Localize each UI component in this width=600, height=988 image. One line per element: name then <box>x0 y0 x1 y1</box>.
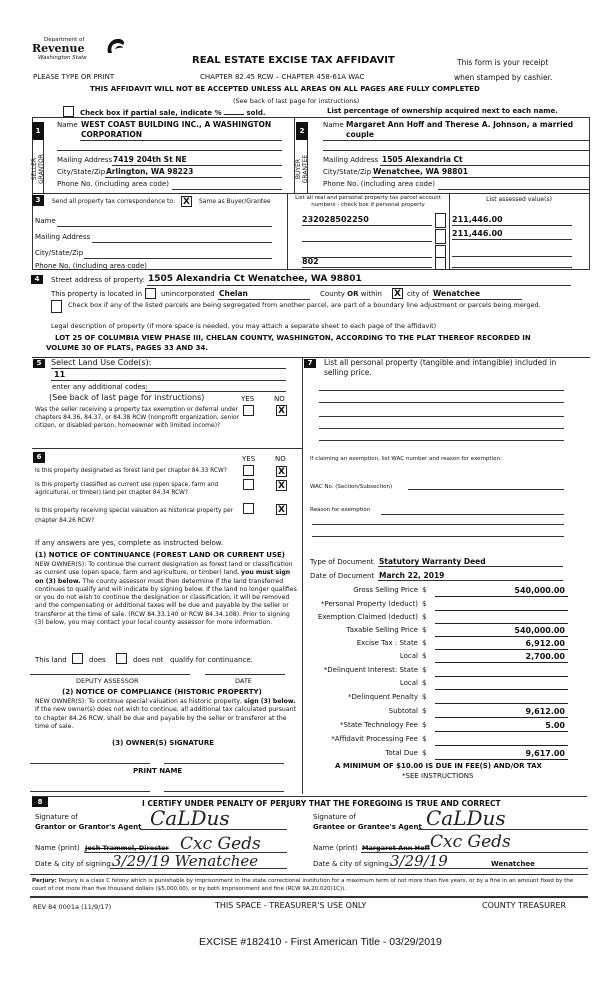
section6-no-header: NO <box>275 455 286 463</box>
forest-no-checkbox[interactable]: X <box>276 466 287 477</box>
historic-question: Is this property receiving special valuation as historical property per chapter 84.26 RCW? <box>35 508 233 524</box>
currency-symbol: $ <box>422 586 427 594</box>
section8-top <box>32 796 587 797</box>
dor-logo <box>32 37 132 65</box>
buyer-mailing-underline <box>380 165 589 166</box>
corr-name-label: Name <box>35 217 56 225</box>
ownership-pct-note: List percentage of ownership acquired next to each name. <box>327 107 558 115</box>
financial-label: *Affidavit Processing Fee <box>331 735 418 743</box>
financial-value[interactable]: 2,700.00 <box>435 652 568 663</box>
logo-line1: Department of <box>44 37 85 43</box>
unincorporated-checkbox[interactable] <box>145 288 156 299</box>
assessed-row[interactable]: 211,446.00 <box>452 215 572 226</box>
logo-line2: Revenue <box>32 42 85 55</box>
revenue-swoosh-icon <box>104 37 126 55</box>
grantor-sig-label: Signature of Grantor or Grantor's Agent <box>35 813 142 831</box>
wac-label: WAC No. (Section/Subsection) <box>310 484 393 490</box>
seller-city-value[interactable]: Arlington, WA 98223 <box>106 167 194 176</box>
city-checkbox[interactable]: X <box>392 288 403 299</box>
land-use-underline <box>51 368 286 369</box>
seller-mailing-value[interactable]: 7419 204th St NE <box>113 155 187 164</box>
financial-row <box>305 735 590 747</box>
buyer-city-underline <box>372 177 589 178</box>
currency-symbol: $ <box>422 735 427 743</box>
county-treasurer-label: COUNTY TREASURER <box>482 901 567 910</box>
corr-city-field[interactable] <box>84 258 272 259</box>
perjury-bottom-line <box>30 896 588 898</box>
corr-name-field[interactable] <box>57 226 272 227</box>
financial-value[interactable] <box>435 600 568 611</box>
buyer-mailing-value[interactable]: 1505 Alexandria Ct <box>382 155 463 164</box>
type-or-print: PLEASE TYPE OR PRINT <box>33 73 115 81</box>
forest-land-question: Is this property designated as forest land per chapter 84.33 RCW? <box>35 468 227 474</box>
segregated-checkbox[interactable] <box>51 300 62 313</box>
section-5-number: 5 <box>33 359 45 368</box>
financial-row <box>305 586 590 598</box>
section-7-number: 7 <box>304 359 316 368</box>
does-qualify-checkbox[interactable] <box>72 653 83 664</box>
financial-row <box>305 679 590 691</box>
print-name-line-1[interactable] <box>30 791 150 792</box>
does-label: does <box>89 656 106 664</box>
city-underline <box>432 299 522 300</box>
buyer-name-line2[interactable]: couple <box>346 130 374 139</box>
personal-property-line[interactable] <box>319 428 564 429</box>
financial-label: Excise Tax : State <box>356 639 418 647</box>
seller-name-underline2 <box>57 150 282 151</box>
grantor-name-signature[interactable]: Cxc Geds <box>180 834 261 854</box>
additional-codes-label: enter any additional codes: <box>52 383 148 391</box>
see-back-instructions: (See back of last page for instructions) <box>49 393 205 402</box>
seller-mailing-underline <box>112 165 282 166</box>
financial-row <box>305 749 590 761</box>
grantor-date-line <box>110 868 287 869</box>
currency-symbol: $ <box>422 626 427 634</box>
financial-label: *State Technology Fee <box>340 721 418 729</box>
partial-sale-label <box>80 107 266 117</box>
minimum-due-note: A MINIMUM OF $10.00 IS DUE IN FEE(S) AND/OR TAX <box>335 762 542 770</box>
reason-field[interactable] <box>381 514 564 515</box>
owner-signature-line-1[interactable] <box>30 763 150 764</box>
reason-field-3[interactable] <box>312 536 564 537</box>
financial-value[interactable] <box>435 613 568 624</box>
grantee-sig-label: Signature of Grantee or Grantee's Agent <box>313 813 422 831</box>
county-value[interactable]: Chelan <box>219 289 248 298</box>
seller-phone-label: Phone No. (including area code) <box>57 180 170 188</box>
financial-label: Taxable Selling Price <box>346 626 418 634</box>
grantee-sig-line <box>418 829 588 830</box>
personal-property-line[interactable] <box>319 390 564 391</box>
financial-label: *Delinquent Interest: State <box>323 666 418 674</box>
grantee-city-value[interactable]: Wenatchee <box>491 860 535 868</box>
exemption-yes-checkbox[interactable] <box>243 405 254 416</box>
personal-property-checkbox[interactable] <box>435 229 446 244</box>
currency-symbol: $ <box>422 652 427 660</box>
reason-field-2[interactable] <box>312 524 564 525</box>
same-as-grantee-checkbox[interactable]: X <box>181 196 192 207</box>
doc-date-value[interactable]: March 22, 2019 <box>379 571 445 580</box>
notice1-body: NEW OWNER(S): To continue the current designation as forest land or classification as current use (open space, farm and agriculture, or timber) land, you must sign on (3) below. The county assessor must then determine if the land transferred continues to qualify and will indicate by signing below. If the land no longer qualifies or you do not wish to continue the designation or classification, it will be removed and the compensating or additional taxes will be due and payable by the seller or transferor at the time of sale. (RCW 84.33.140 or RCW 84.34.108). Prior to signing (3) below, you may contact your local county assessor for more information. <box>35 561 297 627</box>
financial-row <box>305 652 590 664</box>
currency-symbol: $ <box>422 749 427 757</box>
section6-yes-header: YES <box>242 455 256 463</box>
section-6-number: 6 <box>33 452 45 463</box>
seller-mailing-label: Mailing Address <box>57 156 113 164</box>
acceptance-warning: THIS AFFIDAVIT WILL NOT BE ACCEPTED UNLESS ALL AREAS ON ALL PAGES ARE FULLY COMPLETED <box>90 85 480 93</box>
grantee-signature[interactable]: CaLDus <box>426 806 506 830</box>
exemption-claim-label: If claiming an exemption, list WAC number and reason for exemption: <box>310 456 502 462</box>
perjury-top-line <box>30 874 588 875</box>
buyer-phone-field[interactable] <box>438 189 589 190</box>
sold-label: sold. <box>246 109 266 117</box>
print-name-label: PRINT NAME <box>133 767 183 775</box>
located-in-label: This property is located in <box>51 290 143 298</box>
does-not-label: does not <box>133 656 164 664</box>
assessed-divider <box>449 194 450 270</box>
seller-city-label: City/State/Zip <box>57 168 106 176</box>
form-number: REV 84 0001a (11/9/17) <box>33 903 112 911</box>
corr-city-label: City/State/Zip <box>35 249 84 257</box>
financial-value[interactable]: 9,612.00 <box>435 707 568 718</box>
seller-city-underline <box>105 177 282 178</box>
financial-label: Gross Selling Price <box>353 586 418 594</box>
buyer-name-underline2 <box>323 150 589 151</box>
buyer-phone-label: Phone No. (including area code) <box>323 180 436 188</box>
historic-no-checkbox[interactable]: X <box>276 504 287 515</box>
deputy-assessor-label: DEPUTY ASSESSOR <box>76 677 139 685</box>
logo-line3: Washington State <box>38 55 87 61</box>
seller-label: SELLER GRANTOR <box>31 154 45 184</box>
street-underline <box>147 285 571 286</box>
legal-description-line1[interactable]: LOT 25 OF COLUMBIA VIEW PHASE III, CHELAN COUNTY, WASHINGTON, ACCORDING TO THE PLAT THEREOF RECORDED IN <box>55 334 531 342</box>
grantee-name-value[interactable]: Margaret Ann Hoff <box>362 844 430 852</box>
buyer-mailing-label: Mailing Address <box>323 156 379 164</box>
section-4-number: 4 <box>31 275 43 284</box>
qualify-label: qualify for continuance. <box>170 656 253 664</box>
treasurer-use-label: THIS SPACE - TREASURER'S USE ONLY <box>215 901 367 910</box>
notice2-body: NEW OWNER(S): To continue special valuation as historic property, sign (3) below. If the new owner(s) does not wish to continue, all additional tax calculated pursuant to chapter 84.26 RCW, shall be due and payable by the seller or transferor at the time of sale. <box>35 698 296 730</box>
owner-signature-title: (3) OWNER(S) SIGNATURE <box>112 739 215 747</box>
partial-sale-checkbox[interactable] <box>63 106 74 117</box>
financial-value[interactable]: 540,000.00 <box>435 586 568 597</box>
financial-value[interactable] <box>435 679 568 690</box>
currency-symbol: $ <box>422 600 427 608</box>
assessed-row[interactable]: 211,446.00 <box>452 229 572 240</box>
currency-symbol: $ <box>422 721 427 729</box>
this-land-label: This land <box>35 656 67 664</box>
currency-symbol: $ <box>422 613 427 621</box>
land-use-code-underline <box>51 380 286 381</box>
grantee-name-label: Name (print) <box>313 844 358 852</box>
financial-row <box>305 693 590 705</box>
currency-symbol: $ <box>422 693 427 701</box>
buyer-name-underline <box>323 140 589 141</box>
does-not-qualify-checkbox[interactable] <box>116 653 127 664</box>
financial-row <box>305 639 590 651</box>
street-address-value[interactable]: 1505 Alexandria Ct Wenatchee, WA 98801 <box>148 274 362 284</box>
buyer-side-label <box>296 140 308 194</box>
corr-phone-field[interactable] <box>150 269 272 270</box>
doc-date-label: Date of Document <box>310 572 375 580</box>
unincorporated-label: unincorporated <box>161 290 215 298</box>
personal-property-line[interactable] <box>319 416 564 417</box>
land-use-label: Select Land Use Code(s): <box>51 358 152 367</box>
buyer-label: BUYER GRANTEE <box>295 154 309 184</box>
financial-row <box>305 666 590 678</box>
financial-label: Exemption Claimed (deduct) <box>317 613 418 621</box>
receipt-line2: when stamped by cashier. <box>454 73 553 82</box>
same-as-grantee-label: Same as Buyer/Grantee <box>199 198 271 205</box>
currency-symbol: $ <box>422 639 427 647</box>
street-address-label: Street address of property: <box>51 276 146 284</box>
section-3-number: 3 <box>32 195 44 206</box>
assessed-row[interactable] <box>452 246 572 257</box>
grantee-name-signature[interactable]: Cxc Geds <box>430 832 511 852</box>
excise-stamp: EXCISE #182410 - First American Title - 03/29/2019 <box>199 936 442 948</box>
financial-value[interactable]: 9,617.00 <box>435 749 568 760</box>
corr-phone-label: Phone No. (including area code) <box>35 262 148 270</box>
buyer-city-label: City/State/Zip <box>323 168 372 176</box>
assessor-date-label: DATE <box>235 677 252 685</box>
financial-label: Subtotal <box>388 707 418 715</box>
if-yes-instructions: If any answers are yes, complete as instructed below. <box>35 539 224 547</box>
financial-value[interactable]: 5.00 <box>435 721 568 732</box>
doc-type-value[interactable]: Statutory Warranty Deed <box>379 557 486 566</box>
land-use-code[interactable]: 11 <box>54 370 66 379</box>
personal-property-line[interactable] <box>319 440 564 441</box>
financial-label: Total Due <box>385 749 418 757</box>
financial-row <box>305 707 590 719</box>
grantor-date-value[interactable]: 3/29/19 Wenatchee <box>112 852 259 870</box>
perjury-notice: Perjury: Perjury is a class C felony which is punishable by imprisonment in the state correctional institution for a maximum term of not more than five years, or by a fine in an amount fixed by the court of not more than five thousand dollars ($5,000.00), or by both imprisonment and fine (RCW 9A.20.020(1C)). <box>32 878 574 892</box>
grantor-sig-line <box>140 829 287 830</box>
exemption-question: Was the seller receiving a property tax exemption or deferral under chapters 84.36, 84.37, or 84.38 RCW (nonprofit organization, senior citizen, or disabled person, homeowner with limited income)? <box>35 406 240 429</box>
county-or-within-label: County OR within <box>320 290 382 298</box>
personal-property-checkbox[interactable] <box>435 213 446 228</box>
parcel-row[interactable]: 232028502250 <box>302 215 432 226</box>
notice1-title: (1) NOTICE OF CONTINUANCE (FOREST LAND OR CURRENT USE) <box>35 551 285 559</box>
buyer-name-label: Name <box>323 121 344 129</box>
assessed-row[interactable] <box>452 257 572 268</box>
financial-label: Local <box>399 652 418 660</box>
grantor-name-value[interactable]: Josh Trammel, Director <box>85 844 169 852</box>
personal-property-checkbox[interactable] <box>435 257 446 270</box>
current-use-no-checkbox[interactable]: X <box>276 480 287 491</box>
partial-sale-text: Check box if partial sale, indicate % <box>80 109 222 117</box>
receipt-line1: This form is your receipt <box>457 58 549 67</box>
section5-no-header: NO <box>274 395 285 403</box>
corr-mailing-field[interactable] <box>92 242 272 243</box>
partial-pct-field[interactable] <box>224 107 244 115</box>
forest-yes-checkbox[interactable] <box>243 465 254 476</box>
parcel-row[interactable] <box>302 231 432 242</box>
grantor-signature[interactable]: CaLDus <box>150 806 230 830</box>
section-8-number: 8 <box>32 797 48 807</box>
seller-name-underline <box>80 140 282 141</box>
currency-symbol: $ <box>422 679 427 687</box>
reason-label: Reason for exemption <box>310 507 371 513</box>
legal-description-label: Legal description of property (if more space is needed, you may attach a separate sheet to each page of the affidavit) <box>51 322 437 330</box>
city-value[interactable]: Wenatchee <box>433 289 481 298</box>
section-1-number: 1 <box>32 122 44 140</box>
send-correspondence-label: Send all property tax correspondence to: <box>52 198 176 205</box>
financial-value[interactable]: 540,000.00 <box>435 626 568 637</box>
financial-label: *Delinquent Penalty <box>348 693 418 701</box>
city-of-label: city of <box>407 290 429 298</box>
instructions-note: (See back of last page for instructions) <box>233 97 360 105</box>
seller-name-label: Name <box>57 121 78 129</box>
seller-side-label <box>32 140 44 194</box>
print-name-line-2[interactable] <box>164 791 284 792</box>
legal-description-line2[interactable]: VOLUME 30 OF PLATS, PAGES 33 AND 34. <box>46 344 209 352</box>
additional-codes-field[interactable] <box>145 391 286 392</box>
wac-field[interactable] <box>408 489 564 490</box>
deputy-assessor-line[interactable] <box>30 674 190 675</box>
financial-value[interactable] <box>435 735 568 746</box>
financial-value[interactable] <box>435 693 568 704</box>
financial-value[interactable] <box>435 666 568 677</box>
left-right-divider <box>302 357 303 794</box>
assessed-header: List assessed value(s) <box>486 196 552 203</box>
owner-signature-line-2[interactable] <box>164 763 284 764</box>
section5-yes-header: YES <box>241 395 255 403</box>
segregated-label: Check box if any of the listed parcels are being segregated from another parcel, are part of a boundary line adjustment or parcels being merged. <box>68 301 541 309</box>
certify-statement: I CERTIFY UNDER PENALTY OF PERJURY THAT THE FOREGOING IS TRUE AND CORRECT <box>142 799 501 808</box>
financial-row <box>305 626 590 638</box>
financial-row <box>305 613 590 625</box>
financial-row <box>305 721 590 733</box>
grantor-date-label: Date & city of signing: <box>35 860 114 868</box>
financial-row <box>305 600 590 612</box>
financial-label: Local <box>399 679 418 687</box>
personal-property-label: List all personal property (tangible and intangible) included in selling price. <box>324 358 557 377</box>
exemption-no-checkbox[interactable]: X <box>276 405 287 416</box>
currency-symbol: $ <box>422 707 427 715</box>
notice2-title: (2) NOTICE OF COMPLIANCE (HISTORIC PROPERTY) <box>62 688 262 696</box>
buyer-name-line1[interactable]: Margaret Ann Hoff and Therese A. Johnson, a married <box>346 120 574 129</box>
form-title: REAL ESTATE EXCISE TAX AFFIDAVIT <box>192 55 395 66</box>
current-use-yes-checkbox[interactable] <box>243 479 254 490</box>
doc-date-underline <box>378 580 563 581</box>
financial-label: *Personal Property (deduct) <box>320 600 418 608</box>
section-2-number: 2 <box>296 122 308 140</box>
buyer-city-value[interactable]: Wenatchee, WA 98801 <box>373 167 468 176</box>
current-use-question: Is this property classified as current use (open space, farm and agricultural, or timber) land per chapter 84.34 RCW? <box>35 482 219 496</box>
historic-yes-checkbox[interactable] <box>243 503 254 514</box>
parcel-header: List all real and personal property tax parcel account numbers - check box if personal property <box>295 195 441 208</box>
currency-symbol: $ <box>422 666 427 674</box>
seller-name-line2[interactable]: CORPORATION <box>81 130 143 139</box>
parcel-row[interactable]: 802 <box>302 257 432 268</box>
grantee-date-line <box>389 868 588 869</box>
doc-type-label: Type of Document <box>310 558 374 566</box>
assessor-date-line[interactable] <box>205 674 285 675</box>
chapter-ref: CHAPTER 82.45 RCW – CHAPTER 458-61A WAC <box>200 73 365 81</box>
seller-phone-field[interactable] <box>172 189 282 190</box>
see-instructions-note: *SEE INSTRUCTIONS <box>402 772 474 780</box>
personal-property-line[interactable] <box>319 402 564 403</box>
grantee-date-value[interactable]: 3/29/19 <box>390 852 448 870</box>
doc-type-underline <box>378 566 563 567</box>
corr-mailing-label: Mailing Address <box>35 233 91 241</box>
financial-value[interactable]: 6,912.00 <box>435 639 568 650</box>
county-underline <box>218 299 310 300</box>
seller-name-line1[interactable]: WEST COAST BUILDING INC., A WASHINGTON <box>81 120 272 129</box>
grantee-date-label: Date & city of signing: <box>313 860 392 868</box>
grantor-name-label: Name (print) <box>35 844 80 852</box>
section5-bottom <box>32 448 302 449</box>
